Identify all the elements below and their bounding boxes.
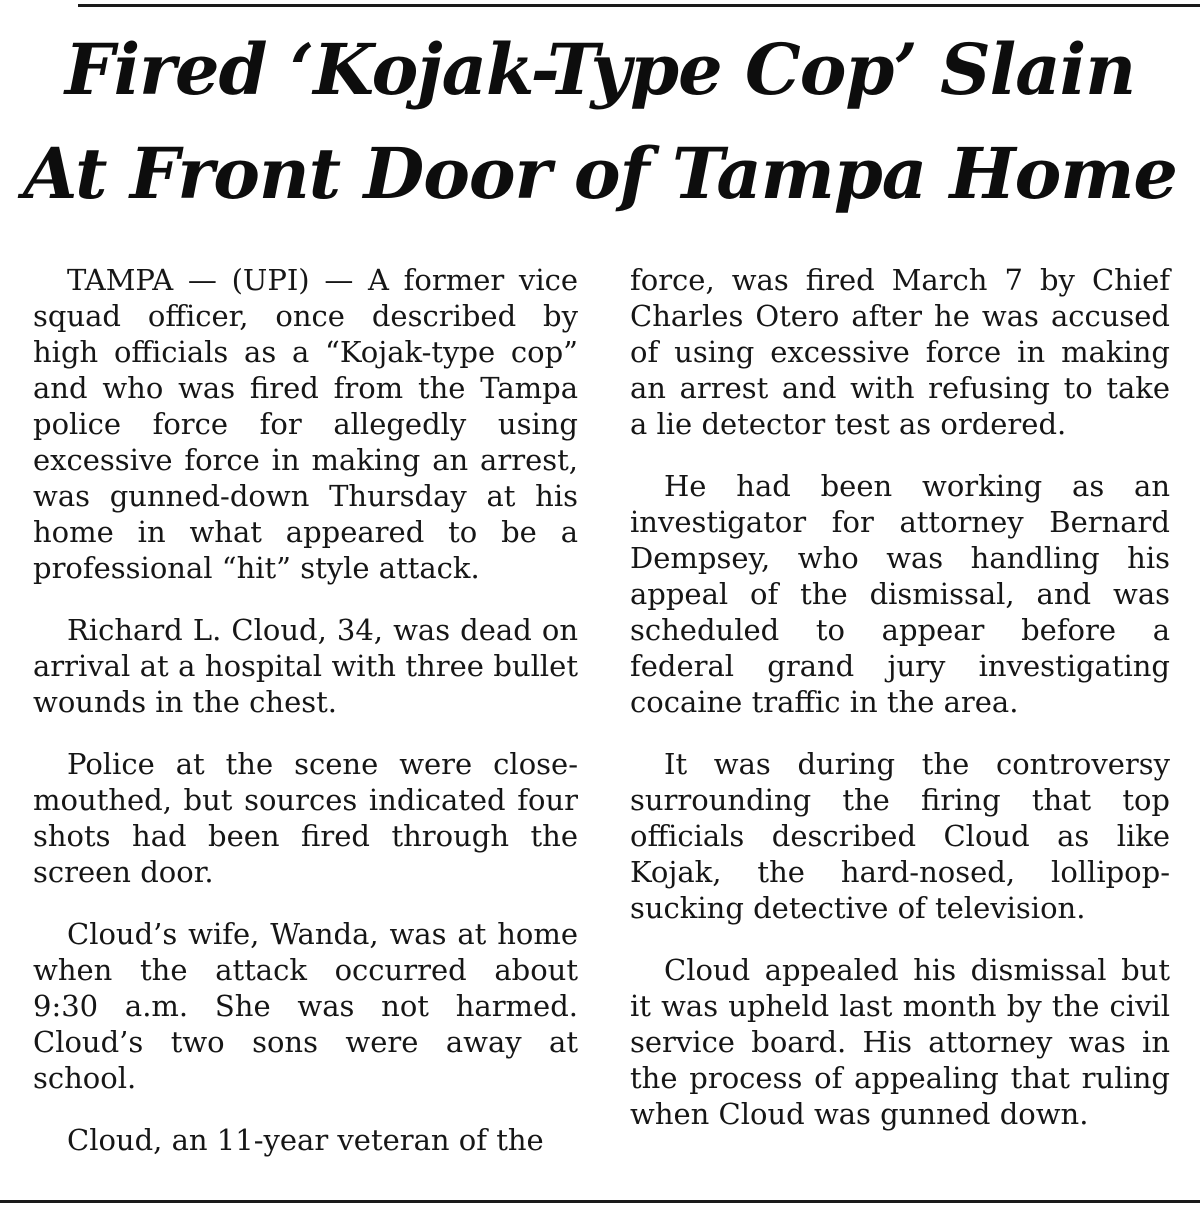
paragraph-lead: TAMPA — (UPI) — A former vice squad officer, once described by high officials as a “Kojak-type cop” and who was fired from the Tampa police force for allegedly using excessive force in making an arrest, was gunned-down Thursday at his home in what appeared to be a professional “hit” style attack. xyxy=(33,263,578,585)
headline-line-2: At Front Door of Tampa Home xyxy=(23,132,1177,215)
paragraph: He had been working as an investigator for attorney Bernard Dempsey, who was handling his appeal of the dismissal, and was scheduled to appear before a federal grand jury investigating cocaine traffic in the area. xyxy=(630,469,1170,719)
paragraph: Police at the scene were close-mouthed, but sources indicated four shots had been fired through the screen door. xyxy=(33,747,578,889)
article-column-left xyxy=(33,262,578,1158)
paragraph: Cloud appealed his dismissal but it was upheld last month by the civil service board. His attorney was in the process of appealing that ruling when Cloud was gunned down. xyxy=(630,953,1170,1131)
paragraph: It was during the controversy surrounding the firing that top officials described Cloud as like Kojak, the hard-nosed, lollipop-sucking detective of television. xyxy=(630,747,1170,925)
article-column-right xyxy=(630,262,1170,1132)
top-rule xyxy=(78,4,1200,7)
bottom-rule xyxy=(0,1200,1200,1203)
paragraph: Richard L. Cloud, 34, was dead on arrival at a hospital with three bullet wounds in the chest. xyxy=(33,613,578,719)
paragraph-continued: force, was fired March 7 by Chief Charles Otero after he was accused of using excessive force in making an arrest and with refusing to take a lie detector test as ordered. xyxy=(630,263,1170,441)
headline-line-1: Fired ‘Kojak-Type Cop’ Slain xyxy=(64,28,1136,111)
paragraph: Cloud, an 11-year veteran of the xyxy=(67,1123,544,1157)
headline xyxy=(0,18,1200,226)
paragraph: Cloud’s wife, Wanda, was at home when the attack occurred about 9:30 a.m. She was not harmed. Cloud’s two sons were away at school. xyxy=(33,917,578,1095)
